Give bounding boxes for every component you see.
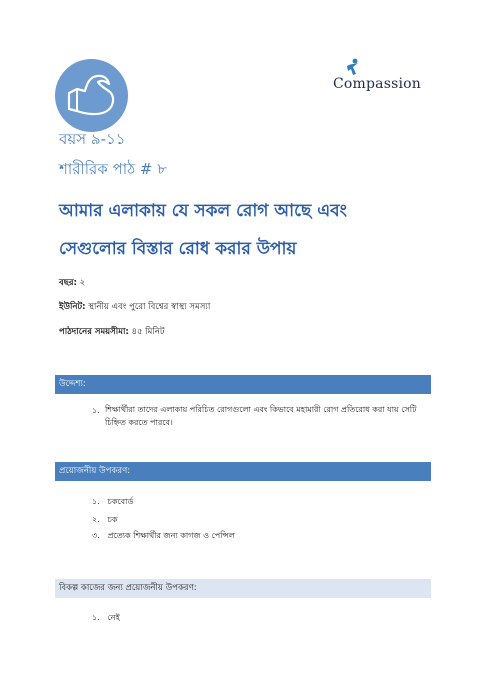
- title-line-1: আমার এলাকায় যে সকল রোগ আছে এবং: [59, 201, 347, 221]
- title-line-2: সেগুলোর বিস্তার রোধ করার উপায়: [59, 239, 297, 259]
- age-range: বয়স ৯-১১: [59, 130, 126, 148]
- list-number: ২.: [92, 515, 100, 524]
- physical-lesson-badge: [55, 59, 128, 132]
- materials-item-2: [92, 514, 117, 527]
- materials-heading: প্রয়োজনীয় উপকরণ:: [55, 462, 431, 481]
- objective-heading: উদ্দেশ্য:: [55, 375, 431, 394]
- year-value: ২: [79, 278, 86, 288]
- list-number: ১.: [92, 613, 100, 622]
- alt-materials-item-1: [92, 612, 120, 625]
- time-value: ৪৫ মিনিট: [131, 327, 165, 337]
- time-row: [59, 325, 165, 339]
- unit-label: ইউনিট:: [59, 302, 86, 312]
- compassion-figure-icon: [346, 58, 360, 76]
- arm-muscle-icon: [55, 59, 128, 132]
- list-number: ৩.: [92, 531, 100, 540]
- time-label: পাঠদানের সময়সীমা:: [59, 327, 129, 337]
- list-text: চকবোর্ড: [107, 497, 134, 506]
- year-row: [59, 276, 85, 290]
- list-text: নেই: [107, 613, 120, 622]
- lesson-number: শারীরিক পাঠ # ৮: [59, 160, 167, 178]
- objective-item-1-number: ১.: [92, 406, 100, 415]
- compassion-logo: Compassion: [333, 76, 422, 92]
- list-text: চক: [107, 515, 118, 524]
- objective-item-1-text: শিক্ষার্থীরা তাদের এলাকায় পরিচিত রোগগুলো এবং কিভাবে মহামারী রোগ প্রতিরোধ করা যায় সেটি চিহ্নিত করতে পারবে।: [105, 405, 417, 427]
- materials-item-3: [92, 530, 235, 543]
- list-number: ১.: [92, 497, 100, 506]
- alt-materials-heading: বিকল্প কাজের জন্য প্রয়োজনীয় উপকরণ:: [55, 579, 431, 598]
- unit-value: স্থানীয় এবং পুরো বিশ্বের স্বাস্থ্য সমস্যা: [88, 302, 211, 312]
- list-text: প্রত্যেক শিক্ষার্থীর জন্য কাগজ ও পেন্সিল: [107, 531, 235, 540]
- unit-row: [59, 300, 210, 314]
- lesson-title: [59, 192, 439, 268]
- materials-item-1: [92, 496, 133, 509]
- year-label: বছর:: [59, 278, 77, 288]
